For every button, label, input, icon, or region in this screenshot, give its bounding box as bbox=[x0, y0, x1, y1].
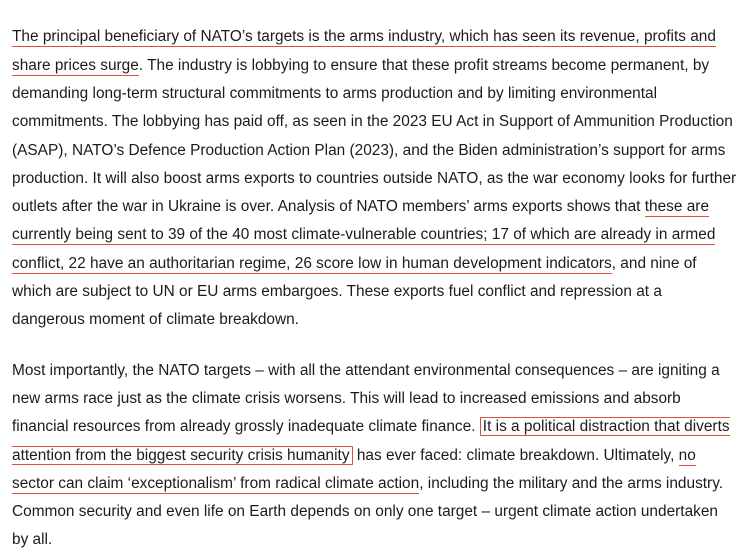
body-text: , and nine of which are subject to UN or EU arms embargoes. These exports fuel conflict and repression at a dangerous moment of climate breakdown. bbox=[12, 254, 697, 329]
paragraph-2 bbox=[12, 357, 738, 555]
underlined-text: these are currently being sent to 39 of the 40 most climate-vulnerable countries; 17 of which are already in armed conflict, 22 have an authoritarian regime, 26 score low in human development indicators bbox=[12, 198, 716, 272]
body-text: . The industry is lobbying to ensure that these profit streams become permanent, by demanding long-term structural commitments to arms production and by limiting environmental commitments. The lobbying has paid off, as seen in the 2023 EU Act in Support of Ammunition Production (ASAP), NATO’s Defence Production Action Plan (2023), and the Biden administration’s support for arms production. It will also boost arms exports to countries outside NATO, as the war economy looks for further outlets after the war in Ukraine is over. Analysis of NATO members’ arms exports shows that bbox=[12, 56, 737, 216]
underlined-text: no sector can claim ‘exceptionalism’ from radical climate action bbox=[12, 446, 696, 492]
boxed-highlight-text: It is a political distraction that diverts attention from the biggest security crisis humanity bbox=[12, 418, 730, 464]
body-text: , including the military and the arms industry. Common security and even life on Earth depends on only one target – urgent climate action undertaken by all. bbox=[12, 474, 724, 549]
paragraph-1 bbox=[12, 23, 738, 334]
body-text: has ever faced: climate breakdown. Ultimately, bbox=[352, 446, 679, 464]
body-text: Most importantly, the NATO targets – with all the attendant environmental consequences – are igniting a new arms race just as the climate crisis worsens. This will lead to increased emissions and absorb financial resources from already grossly inadequate climate finance. bbox=[12, 361, 720, 436]
underlined-text: The principal beneficiary of NATO’s targets is the arms industry, which has seen its revenue, profits and share prices surge bbox=[12, 28, 716, 74]
